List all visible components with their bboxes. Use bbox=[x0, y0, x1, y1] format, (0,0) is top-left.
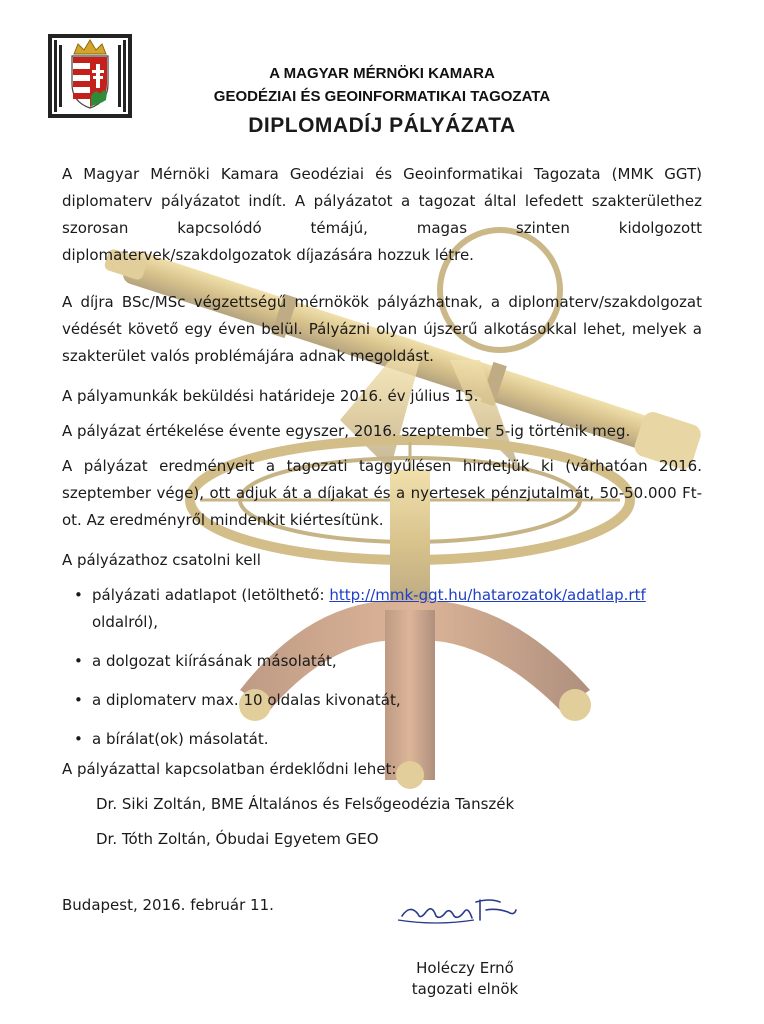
list-item-text: oldalról), bbox=[92, 613, 159, 631]
list-item-text: a diplomaterv max. 10 oldalas kivonatát, bbox=[92, 691, 401, 709]
evaluation-paragraph: A pályázat értékelése évente egyszer, 2016. szeptember 5-ig történik meg. bbox=[62, 422, 631, 440]
list-item-text: pályázati adatlapot (letölthető: bbox=[92, 586, 330, 604]
signer-block bbox=[400, 958, 530, 1000]
contact-intro: A pályázattal kapcsolatban érdeklődni lehet: bbox=[62, 760, 397, 778]
signature-icon bbox=[396, 890, 520, 930]
results-paragraph: A pályázat eredményeit a tagozati taggyűlésen hirdetjük ki (várhatóan 2016. szeptember vége), ott adjuk át a díjakat és a nyertesek pénzjutalmát, 50-50.000 Ft-ot. Az eredményről mindenkit kiértesítünk. bbox=[62, 457, 702, 529]
signer-name: Holéczy Ernő bbox=[416, 959, 514, 977]
form-download-link[interactable]: http://mmk-ggt.hu/hatarozatok/adatlap.rtf bbox=[329, 586, 646, 604]
contact-person: Dr. Tóth Zoltán, Óbudai Egyetem GEO bbox=[96, 830, 379, 848]
attachments-list bbox=[62, 582, 722, 765]
deadline-paragraph: A pályamunkák beküldési határideje 2016. év július 15. bbox=[62, 387, 479, 405]
eligibility-paragraph: A díjra BSc/MSc végzettségű mérnökök pályázhatnak, a diplomaterv/szakdolgozat védését követő egy éven belül. Pályázni olyan újszerű alkotásokkal lehet, melyek a szakterület valós problémájára adnak megoldást. bbox=[62, 293, 702, 365]
list-item bbox=[62, 648, 722, 675]
intro-paragraph: A Magyar Mérnöki Kamara Geodéziai és Geoinformatikai Tagozata (MMK GGT) diplomaterv pályázatot indít. A pályázatot a tagozat által lefedett szakterülethez szorosan kapcsolódó témájú, magas szinten kidolgozott diplomatervek/szakdolgozatok díjazására hozzuk létre. bbox=[62, 165, 702, 264]
contact-person: Dr. Siki Zoltán, BME Általános és Felsőgeodézia Tanszék bbox=[96, 795, 515, 813]
list-item bbox=[62, 582, 722, 636]
organization-name: A MAGYAR MÉRNÖKI KAMARA bbox=[269, 65, 495, 82]
list-item-text: a dolgozat kiírásának másolatát, bbox=[92, 652, 337, 670]
organization-section: GEODÉZIAI ÉS GEOINFORMATIKAI TAGOZATA bbox=[213, 88, 551, 105]
attachments-intro: A pályázathoz csatolni kell bbox=[62, 551, 261, 569]
list-item-text: a bírálat(ok) másolatát. bbox=[92, 730, 269, 748]
signer-title: tagozati elnök bbox=[411, 980, 519, 998]
page-title: DIPLOMADÍJ PÁLYÁZATA bbox=[248, 114, 516, 137]
list-item bbox=[62, 687, 722, 714]
document-date: Budapest, 2016. február 11. bbox=[62, 896, 274, 914]
list-item bbox=[62, 726, 722, 753]
